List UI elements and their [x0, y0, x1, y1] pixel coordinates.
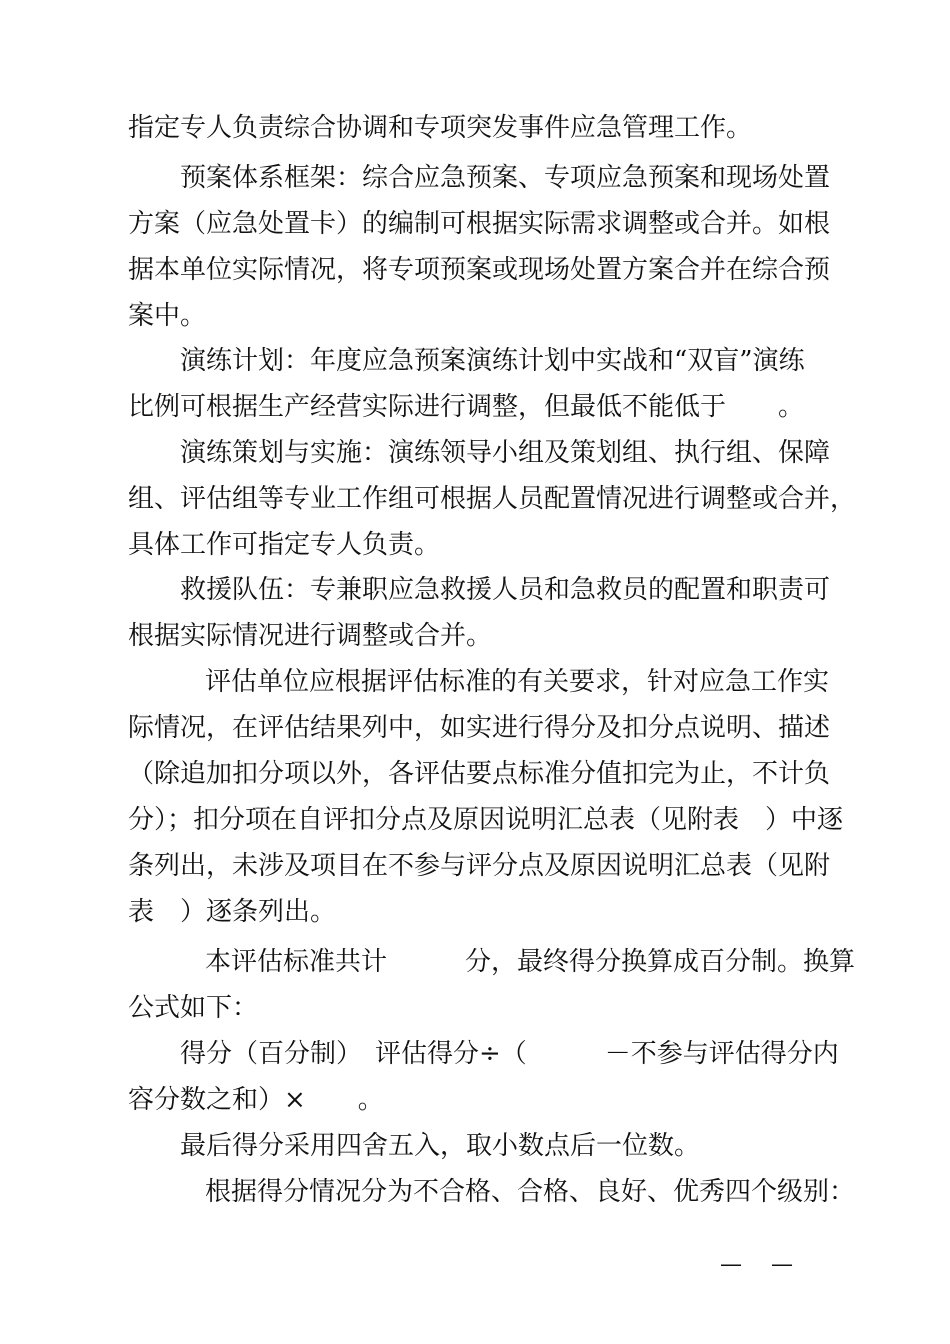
text-line-10: 具体工作可指定专人负责。: [128, 530, 441, 560]
text-line-22: 容分数之和）× 。: [128, 1085, 384, 1115]
text-line-24: 根据得分情况分为不合格、合格、良好、优秀四个级别：: [205, 1177, 856, 1207]
text-line-14: 际情况，在评估结果列中，如实进行得分及扣分点说明、描述: [128, 713, 831, 743]
text-line-3: 方案（应急处置卡）的编制可根据实际需求调整或合并。如根: [128, 209, 831, 239]
text-line-8: 演练策划与实施：演练领导小组及策划组、执行组、保障: [180, 438, 831, 468]
text-line-19: 本评估标准共计 分，最终得分换算成百分制。换算: [205, 947, 856, 977]
text-line-5: 案中。: [128, 301, 207, 331]
text-line-9: 组、评估组等专业工作组可根据人员配置情况进行调整或合并，: [128, 484, 857, 514]
text-line-17: 条列出，未涉及项目在不参与评分点及原因说明汇总表（见附: [128, 851, 831, 881]
text-line-18: 表 ）逐条列出。: [128, 897, 337, 927]
text-line-6: 演练计划：年度应急预案演练计划中实战和“双盲”演练: [180, 346, 805, 376]
text-line-2: 预案体系框架：综合应急预案、专项应急预案和现场处置: [180, 163, 831, 193]
page-number-footer: — —: [720, 1252, 793, 1277]
text-line-15: （除追加扣分项以外，各评估要点标准分值扣完为止，不计负: [128, 759, 831, 789]
text-line-16: 分）；扣分项在自评扣分点及原因说明汇总表（见附表 ）中逐: [128, 805, 844, 835]
text-line-13: 评估单位应根据评估标准的有关要求，针对应急工作实: [205, 667, 830, 697]
text-line-1: 指定专人负责综合协调和专项突发事件应急管理工作。: [128, 113, 753, 143]
text-line-12: 根据实际情况进行调整或合并。: [128, 621, 493, 651]
text-line-7: 比例可根据生产经营实际进行调整，但最低不能低于 。: [128, 392, 805, 422]
text-line-21: 得分（百分制） 评估得分÷（ －不参与评估得分内: [180, 1039, 839, 1069]
text-line-20: 公式如下：: [128, 993, 259, 1023]
text-line-23: 最后得分采用四舍五入，取小数点后一位数。: [180, 1131, 701, 1161]
text-line-4: 据本单位实际情况，将专项预案或现场处置方案合并在综合预: [128, 255, 831, 285]
text-line-11: 救援队伍：专兼职应急救援人员和急救员的配置和职责可: [180, 575, 831, 605]
